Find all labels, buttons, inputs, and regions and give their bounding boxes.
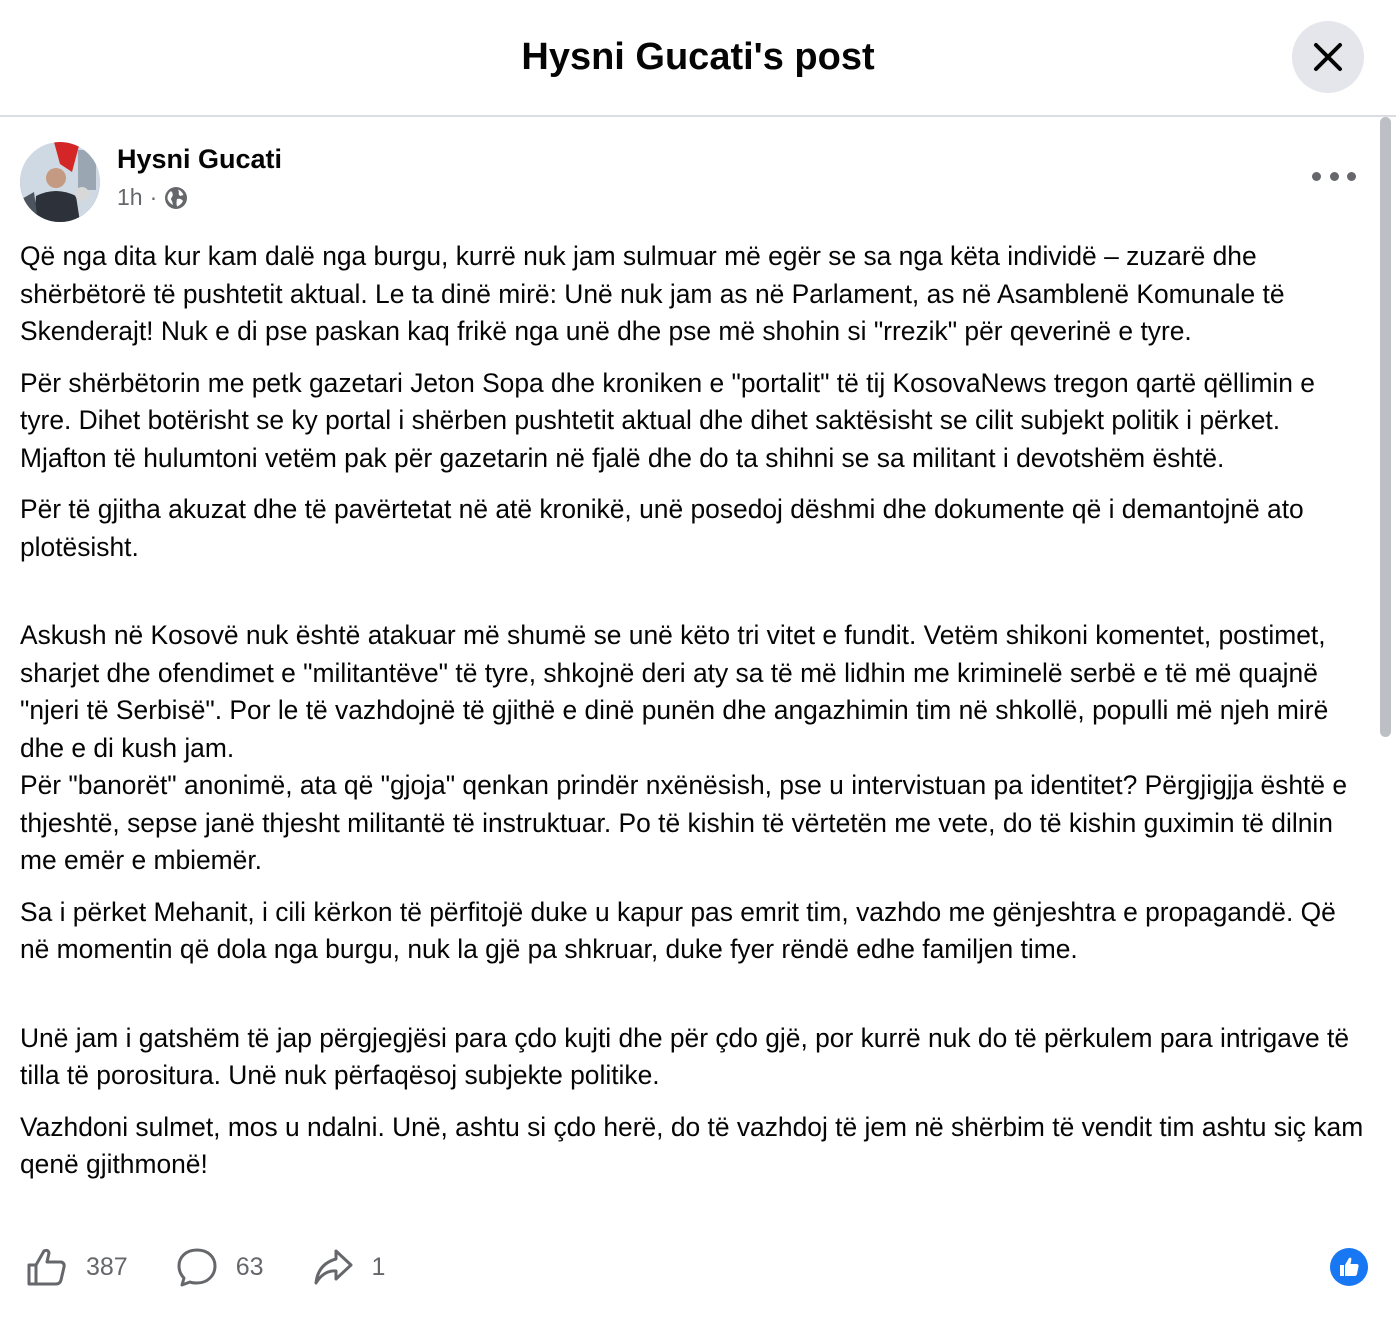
post-body xyxy=(20,238,1372,1198)
post-actions xyxy=(26,1244,1370,1290)
post-paragraph: Për të gjitha akuzat dhe të pavërtetat në atë kronikë, unë posedoj dëshmi dhe dokumente që i demantojnë ato plotësisht. xyxy=(20,494,1304,562)
blank-line xyxy=(20,983,1372,1020)
avatar-image xyxy=(20,142,100,222)
post-meta xyxy=(117,184,188,211)
share-button[interactable] xyxy=(312,1247,386,1287)
post-paragraph: Sa i përket Mehanit, i cili kërkon të përfitojë duke u kapur pas emrit tim, vazhdo me gënjeshtra e propagandë. Që në momentin që dola nga burgu, nuk la gjë pa shkruar, duke fyer rëndë edhe familjen time. xyxy=(20,896,1336,964)
like-reaction-icon xyxy=(1338,1256,1360,1278)
share-count: 1 xyxy=(371,1252,386,1281)
thumbs-up-icon xyxy=(26,1247,68,1287)
more-dot-icon xyxy=(1330,172,1339,181)
comment-button[interactable] xyxy=(176,1247,264,1287)
globe-icon xyxy=(164,186,188,210)
share-icon xyxy=(312,1247,354,1287)
dialog-title: Hysni Gucati's post xyxy=(521,36,875,78)
post xyxy=(20,140,1372,1179)
more-dot-icon xyxy=(1347,172,1356,181)
comment-count: 63 xyxy=(235,1252,264,1281)
like-count: 387 xyxy=(86,1252,128,1281)
meta-separator: · xyxy=(149,184,158,210)
comment-icon xyxy=(176,1247,218,1287)
avatar[interactable] xyxy=(20,142,100,222)
post-header xyxy=(20,140,1372,224)
more-options-button[interactable] xyxy=(1312,164,1356,188)
post-paragraph: Vazhdoni sulmet, mos u ndalni. Unë, ashtu si çdo herë, do të vazhdoj të jem në shërbim të vendit tim ashtu siç kam qenë gjithmonë! xyxy=(20,1111,1364,1179)
like-button[interactable] xyxy=(26,1247,128,1287)
close-icon xyxy=(1313,42,1343,72)
like-reaction-badge[interactable] xyxy=(1330,1248,1368,1286)
author-name[interactable]: Hysni Gucati xyxy=(117,144,283,174)
dialog-header xyxy=(0,0,1396,117)
more-dot-icon xyxy=(1312,172,1321,181)
scrollbar-thumb[interactable] xyxy=(1380,117,1391,737)
post-paragraph: Për shërbëtorin me petk gazetari Jeton Sopa dhe kroniken e "portalit" të tij KosovaNews tregon qartë qëllimin e tyre. Dihet botërisht se ky portal i shërben pushtetit aktual dhe dihet saktësisht se cilit subjekt politik i përket. Mjafton të hulumtoni vetëm pak për gazetarin në fjalë dhe do ta shihni se sa militant i devotshëm është. xyxy=(20,367,1315,473)
close-button[interactable] xyxy=(1292,21,1364,93)
post-paragraph: Askush në Kosovë nuk është atakuar më shumë se unë këto tri vitet e fundit. Vetëm shikoni komentet, postimet, sharjet dhe ofendimet e "militantëve" të tyre, shkojnë deri aty sa të më lidhin me kriminelë serbë e të më quajnë "njeri të Serbisë". Por le të vazhdojnë të gjithë e dinë punën dhe angazhimin tim në shkollë, populli më njeh mirë dhe e di kush jam. Për "banorët" anonimë, ata që "gjoja" qenkan prindër nxënësish, pse u intervistuan pa identitet? Përgjigjja është e thjeshtë, sepse janë thjesht militantë të instruktuar. Po të kishin të vërtetën me vete, do të kishin guximin të dilnin me emër e mbiemër. xyxy=(20,620,1348,875)
post-paragraph: Unë jam i gatshëm të jap përgjegjësi para çdo kujti dhe për çdo gjë, por kurrë nuk do të përkulem para intrigave të tilla të porositura. Unë nuk përfaqësoj subjekte politike. xyxy=(20,1022,1350,1090)
blank-line xyxy=(20,580,1372,617)
post-time[interactable]: 1h xyxy=(117,184,143,210)
post-paragraph: Që nga dita kur kam dalë nga burgu, kurrë nuk jam sulmuar më egër se sa nga këta individë – zuzarë dhe shërbëtorë të pushtetit aktual. Le ta dinë mirë: Unë nuk jam as në Parlament, as në Asamblenë Komunale të Skenderajt! Nuk e di pse paskan kaq frikë nga unë dhe pse më shohin si "rrezik" për qeverinë e tyre. xyxy=(20,241,1285,346)
